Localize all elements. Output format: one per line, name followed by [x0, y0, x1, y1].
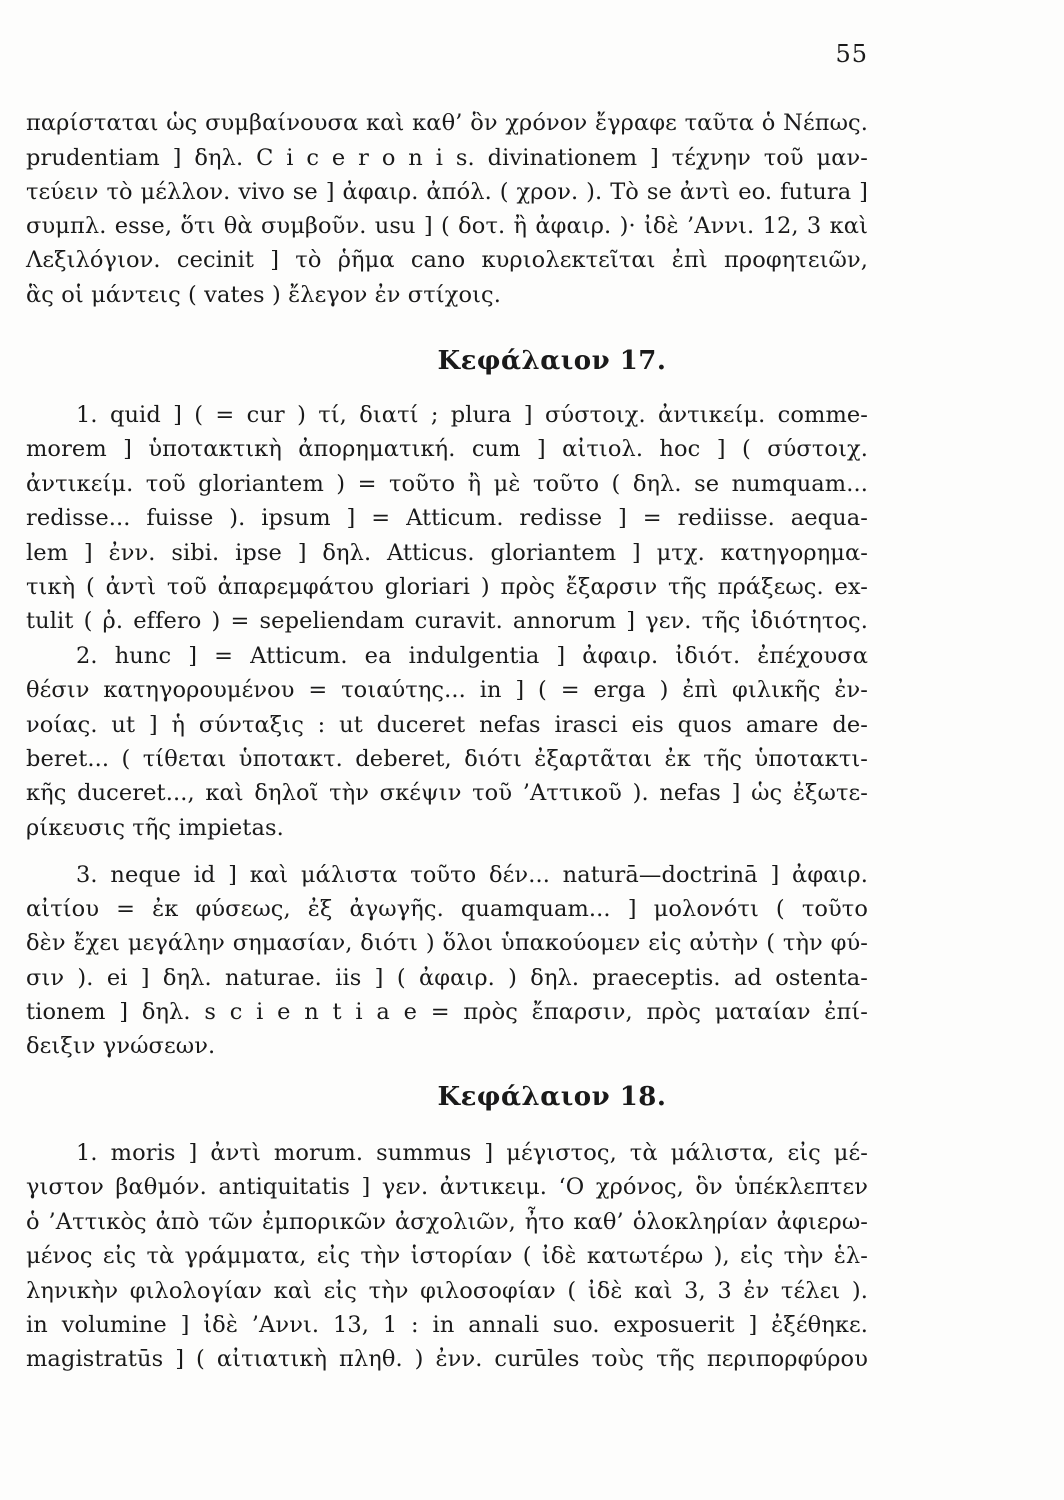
text-line: δὲν ἔχει μεγάλην σημασίαν, διότι ) ὅλοι ὑπακούομεν εἰς αὐτὴν ( τὴν φύ- — [26, 930, 868, 956]
text-line: magistratūs ] ( αἰτιατικὴ πληθ. ) ἐνν. curūles τοὺς τῆς περιπορφύρου — [26, 1346, 868, 1372]
text-line: 3. neque id ] καὶ μάλιστα τοῦτο δέν... naturā—doctrinā ] ἀφαιρ. — [76, 862, 868, 888]
text-line: αἰτίου = ἐκ φύσεως, ἐξ ἀγωγῆς. quamquam... ] μολονότι ( τοῦτο — [26, 896, 868, 922]
text-line: prudentiam ] δηλ. C i c e r o n i s. divinationem ] τέχνην τοῦ μαν- — [26, 145, 868, 171]
text-line: δειξιν γνώσεων. — [26, 1033, 216, 1059]
text-line: συμπλ. esse, ὅτι θὰ συμβοῦν. usu ] ( δοτ. ἢ ἀφαιρ. )· ἰδὲ ’Αννι. 12, 3 καὶ — [26, 213, 868, 239]
text-line: ρίκευσις τῆς impietas. — [26, 815, 284, 841]
text-line: τεύειν τὸ μέλλον. vivo se ] ἀφαιρ. ἀπόλ. ( χρον. ). Τὸ se ἀντὶ eo. futura ] — [26, 179, 868, 205]
text-line: 1. moris ] ἀντὶ morum. summus ] μέγιστος, τὰ μάλιστα, εἰς μέ- — [76, 1140, 868, 1166]
text-line: tulit ( ῥ. effero ) = sepeliendam curavit. annorum ] γεν. τῆς ἰδιότητος. — [26, 608, 868, 634]
text-line: Λεξιλόγιον. cecinit ] τὸ ῥῆμα cano κυριολεκτεῖται ἐπὶ προφητειῶν, — [26, 247, 868, 273]
text-line: ἃς οἱ μάντεις ( vates ) ἔλεγον ἐν στίχοις. — [26, 282, 501, 308]
chapter-heading-17-text: Κεφάλαιον 17. — [437, 346, 667, 376]
text-line: γιστον βαθμόν. antiquitatis ] γεν. ἀντικειμ. ‘Ο χρόνος, ὃν ὑπέκλεπτεν — [26, 1174, 868, 1200]
chapter-heading-18-text: Κεφάλαιον 18. — [437, 1082, 667, 1112]
chapter-heading-17 — [0, 346, 1064, 376]
text-line: tionem ] δηλ. s c i e n t i a e = πρὸς ἔπαρσιν, πρὸς ματαίαν ἐπί- — [26, 999, 868, 1025]
chapter-heading-18 — [0, 1082, 1064, 1112]
text-line: 1. quid ] ( = cur ) τί, διατί ; plura ] σύστοιχ. ἀντικείμ. comme- — [76, 402, 868, 428]
text-line: morem ] ὑποτακτικὴ ἀπορηματική. cum ] αἰτιολ. hoc ] ( σύστοιχ. — [26, 436, 868, 462]
text-line: τικὴ ( ἀντὶ τοῦ ἀπαρεμφάτου gloriari ) πρὸς ἔξαρσιν τῆς πράξεως. ex- — [26, 574, 868, 600]
text-line: κῆς duceret..., καὶ δηλοῖ τὴν σκέψιν τοῦ ’Αττικοῦ ). nefas ] ὡς ἐξωτε- — [26, 780, 868, 806]
text-line: redisse... fuisse ). ipsum ] = Atticum. redisse ] = rediisse. aequa- — [26, 505, 868, 531]
text-line: 2. hunc ] = Atticum. ea indulgentia ] ἀφαιρ. ἰδιότ. ἐπέχουσα — [76, 643, 868, 669]
page-number: 55 — [835, 40, 868, 68]
text-line: in volumine ] ἰδὲ ’Αννι. 13, 1 : in annali suo. exposuerit ] ἐξέθηκε. — [26, 1312, 868, 1338]
text-line: ἀντικείμ. τοῦ gloriantem ) = τοῦτο ἢ μὲ τοῦτο ( δηλ. se numquam... — [26, 471, 868, 497]
text-line: μένος εἰς τὰ γράμματα, εἰς τὴν ἱστορίαν ( ἰδὲ κατωτέρω ), εἰς τὴν ἑλ- — [26, 1243, 868, 1269]
text-line: νοίας. ut ] ἡ σύνταξις : ut duceret nefas irasci eis quos amare de- — [26, 712, 868, 738]
text-line: ὁ ’Αττικὸς ἀπὸ τῶν ἐμπορικῶν ἀσχολιῶν, ἦτο καθ’ ὁλοκληρίαν ἀφιερω- — [26, 1209, 868, 1235]
text-line: σιν ). ei ] δηλ. naturae. iis ] ( ἀφαιρ. ) δηλ. praeceptis. ad ostenta- — [26, 965, 868, 991]
text-line: ληνικὴν φιλολογίαν καὶ εἰς τὴν φιλοσοφίαν ( ἰδὲ καὶ 3, 3 ἐν τέλει ). — [26, 1278, 868, 1304]
text-line: παρίσταται ὡς συμβαίνουσα καὶ καθ’ ὃν χρόνον ἔγραφε ταῦτα ὁ Νέπως. — [26, 110, 868, 136]
text-line: beret... ( τίθεται ὑποτακτ. deberet, διότι ἐξαρτᾶται ἐκ τῆς ὑποτακτι- — [26, 746, 868, 772]
text-line: θέσιν κατηγορουμένου = τοιαύτης... in ] ( = erga ) ἐπὶ φιλικῆς ἐν- — [26, 677, 868, 703]
text-line: lem ] ἐνν. sibi. ipse ] δηλ. Atticus. gloriantem ] μτχ. κατηγορημα- — [26, 540, 868, 566]
